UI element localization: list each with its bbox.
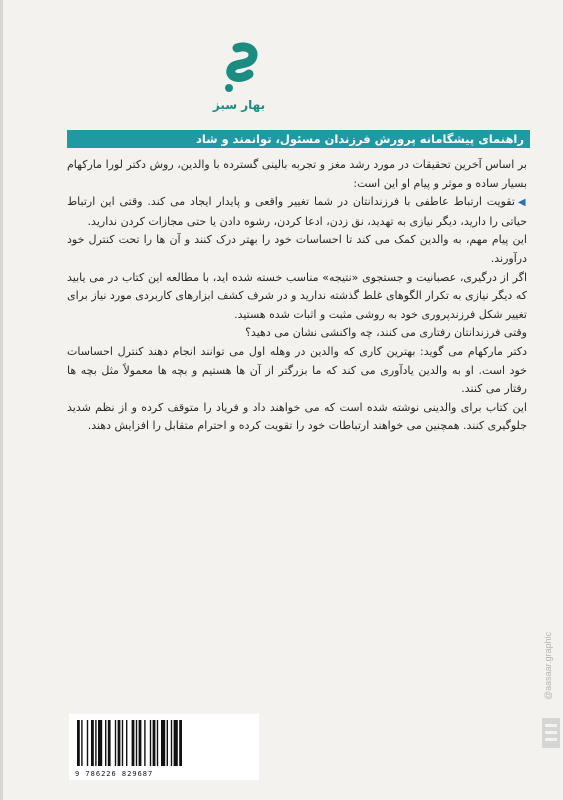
barcode-bar <box>77 720 80 766</box>
blurb-text <box>67 156 527 436</box>
barcode-bar <box>98 720 102 766</box>
barcode-bar <box>171 720 172 766</box>
paragraph-bullet <box>67 193 527 231</box>
barcode-bar <box>136 720 137 766</box>
barcode-bar <box>95 720 96 766</box>
paragraph-conflict: اگر از درگیری، عصبانیت و جستجوی «نتیجه» مناسب خسته شده اید، با مطالعه این کتاب در می یابید که دیگر نیازی به تکرار الگوهای غلط گذشته ندارید و در شرف کشف ابزارهای کاربردی مورد نیاز برای تغییر شکل فرزندپروری خود به روشی مثبت و اثبات شده هستید. <box>67 270 527 321</box>
barcode-bar <box>150 720 151 766</box>
barcode-bar <box>153 720 156 766</box>
barcode-bar <box>126 720 127 766</box>
isbn-barcode <box>69 714 259 780</box>
paragraph-intro: بر اساس آخرین تحقیقات در مورد رشد مغز و تجربه بالینی گسترده با والدین، روش دکتر لورا مارکهام بسیار ساده و موثر و پیام او این است: <box>67 158 527 190</box>
barcode-bar <box>91 720 94 766</box>
barcode-bar <box>81 720 82 766</box>
triangle-left-icon: ◀ <box>517 197 527 209</box>
barcode-bar <box>122 720 123 766</box>
barcode-number: 9 786226 829687 <box>75 770 154 778</box>
barcode-bar <box>87 720 88 766</box>
barcode-bars <box>75 720 253 766</box>
watermark-logo-icon <box>542 718 560 748</box>
book-subtitle: راهنمای پیشگامانه پرورش فرزندان مسئول، توانمند و شاد <box>196 132 524 146</box>
paragraph-question: وقتی فرزندانتان رفتاری می کنند، چه واکنشی نشان می دهید؟ <box>245 326 527 340</box>
barcode-bar <box>118 720 121 766</box>
barcode-bar <box>179 720 182 766</box>
paragraph-message: این پیام مهم، به والدین کمک می کند تا احساسات خود را بهتر درک کنند و آن ها را تحت کنترل خود درآورند. <box>67 233 527 265</box>
publisher-logo-text: بهار سبز <box>212 98 266 112</box>
barcode-bar <box>144 720 145 766</box>
barcode-bar <box>108 720 111 766</box>
barcode-bar <box>167 720 168 766</box>
watermark-text: @aasaar.graphic <box>543 631 553 700</box>
paragraph-bullet-text: تقویت ارتباط عاطفی با فرزندانتان در شما تغییر واقعی و پایدار ایجاد می کند. وقتی این ارتباط حیاتی را دارید، دیگر نیازی به تهدید، نق زدن، ادعا کردن، رشوه دادن یا حتی مجازات کردن ندارید. <box>67 195 527 228</box>
paragraph-doctor: دکتر مارکهام می گوید: بهترین کاری که والدین در وهله اول می توانند انجام دهند کنترل احساسات خود است. او به والدین یادآوری می کند که ما بزرگتر از آن ها هستیم و بچه ها معمولاً مثل بچه ها رفتار می کنند. <box>67 344 527 396</box>
barcode-bar <box>115 720 116 766</box>
barcode-bar <box>105 720 106 766</box>
barcode-bar <box>157 720 158 766</box>
barcode-bar <box>139 720 142 766</box>
paragraph-audience: این کتاب برای والدینی نوشته شده است که می خواهند داد و فریاد را متوقف کرده و از نظم شدید جلوگیری کنند. همچنین می خواهند ارتباطات خود را تقویت کرده و احترام متقابل را افزایش دهند. <box>67 400 527 433</box>
barcode-bar <box>161 720 165 766</box>
barcode-bar <box>132 720 135 766</box>
barcode-bar <box>174 720 178 766</box>
